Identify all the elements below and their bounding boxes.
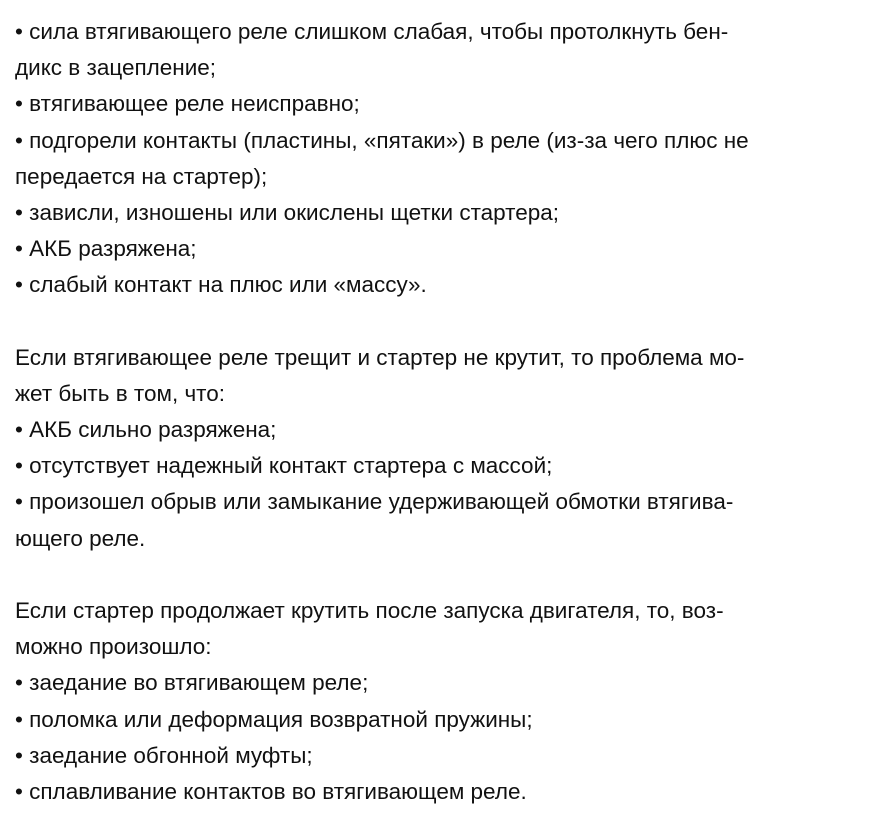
section-relay-clicks (15, 340, 865, 557)
text-line: можно произошло: (15, 634, 212, 660)
text-line: • отсутствует надежный контакт стартера с массой; (15, 453, 553, 479)
text-line: • произошел обрыв или замыкание удерживающей обмотки втягива- (15, 489, 734, 515)
text-line: • сила втягивающего реле слишком слабая, чтобы протолкнуть бен- (15, 19, 729, 44)
text-line: Если втягивающее реле трещит и стартер не крутит, то проблема мо- (15, 344, 745, 370)
text-line: • АКБ сильно разряжена; (15, 417, 277, 443)
text-line: • сплавливание контактов во втягивающем реле. (15, 778, 527, 804)
text-line: жет быть в том, что: (15, 380, 225, 406)
text-line: • зависли, изношены или окислены щетки стартера; (15, 199, 560, 225)
text-line: • заедание обгонной муфты; (15, 742, 313, 768)
document-page (15, 14, 865, 810)
text-line: • заедание во втягивающем реле; (15, 670, 369, 696)
paragraph-gap (15, 304, 865, 340)
text-line: • поломка или деформация возвратной пружины; (15, 706, 533, 732)
section-starter-keeps-turning (15, 593, 865, 810)
text-line: • подгорели контакты (пластины, «пятаки») в реле (из-за чего плюс не (15, 127, 749, 153)
text-line: • АКБ разряжена; (15, 236, 197, 262)
paragraph-gap (15, 557, 865, 593)
section-starter-relay-weak (15, 14, 865, 304)
text-line: • втягивающее реле неисправно; (15, 91, 360, 117)
text-line: Если стартер продолжает крутить после запуска двигателя, то, воз- (15, 598, 724, 623)
text-line: дикс в зацепление; (15, 55, 217, 81)
text-line: • слабый контакт на плюс или «массу». (15, 272, 427, 298)
text-line: ющего реле. (15, 525, 146, 551)
text-line: передается на стартер); (15, 163, 268, 189)
